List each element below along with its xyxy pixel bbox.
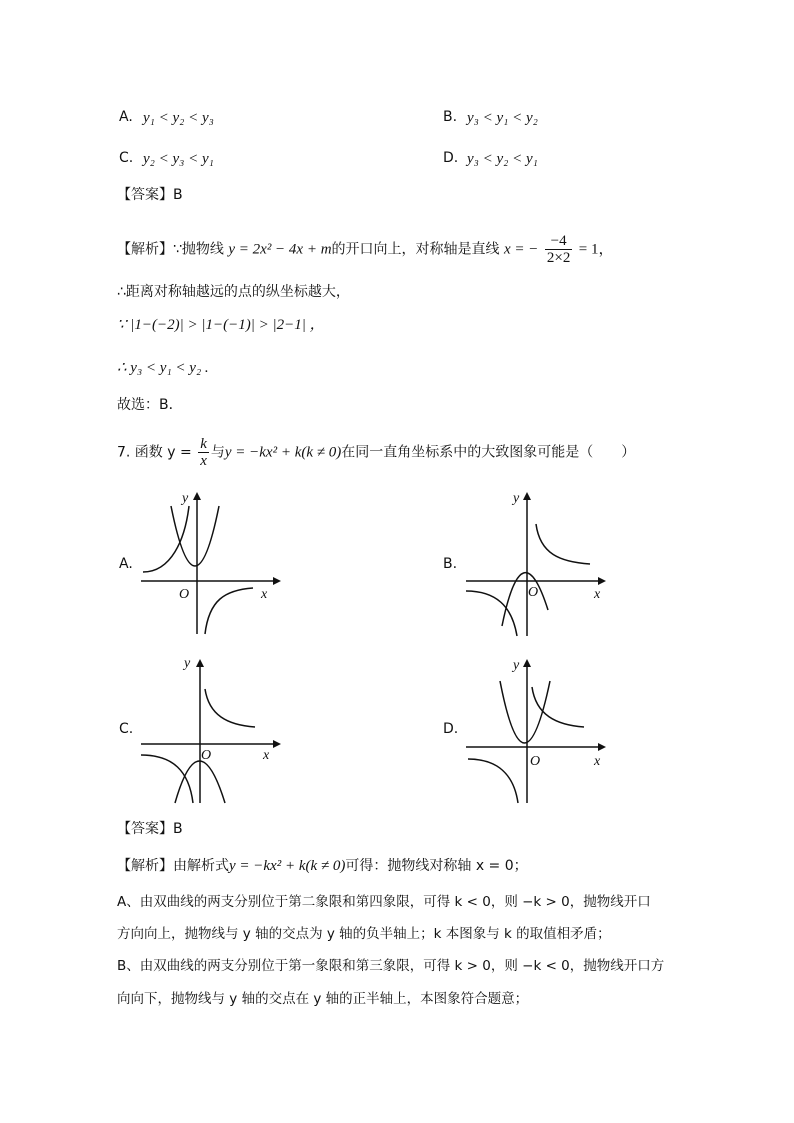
fraction-numerator: −4 (545, 233, 572, 250)
axis-fraction (545, 233, 572, 266)
origin-label: O (530, 754, 541, 769)
analysis-text: 的开口向上，对称轴是直线 (331, 241, 500, 258)
stem-prefix: 7. 函数 y = (117, 444, 192, 461)
graph-d (462, 655, 612, 805)
q6-analysis-line-2: ∴距离对称轴越远的点的纵坐标越大， (117, 284, 350, 300)
hyperbola-branch-lower (205, 588, 253, 634)
answer-tag: 【答案】 (117, 187, 173, 203)
analysis-tag: 【解析】 (117, 241, 173, 258)
q7-stem (117, 436, 635, 469)
q7-analysis-line-1 (117, 857, 528, 875)
answer-tag: 【答案】 (117, 821, 173, 837)
answer-value: B (173, 187, 183, 203)
stem-equation: y = −kx² + k(k ≠ 0) (224, 444, 342, 461)
q6-analysis-line-5: 故选：B． (117, 397, 183, 413)
analysis-tag: 【解析】 (117, 858, 173, 874)
y-axis-label: y (513, 491, 520, 506)
axis-x-expr: x = − (504, 241, 539, 258)
stem-suffix: 在同一直角坐标系中的大致图象可能是（ ） (341, 444, 636, 461)
origin-label: O (179, 587, 190, 602)
option-b-text: y₃ < y₁ < y₂ (467, 110, 538, 126)
q6-answer (117, 186, 183, 204)
graph-a (135, 488, 285, 638)
graph-c-label: C. (119, 721, 134, 737)
y-axis-arrow-icon (196, 659, 204, 667)
q6-analysis-line-3: ∵ |1−(−2)| > |1−(−1)| > |2−1| ， (117, 317, 325, 333)
hyperbola-branch-upper (205, 689, 255, 727)
axis-result: = 1， (578, 241, 614, 258)
graph-a-label: A. (119, 556, 133, 572)
x-axis-arrow-icon (273, 577, 281, 585)
graph-c (135, 655, 285, 805)
option-b-label: B. (443, 109, 458, 125)
q6-analysis-line-4: ∴ y₃ < y₁ < y₂ . (117, 360, 209, 376)
x-axis-arrow-icon (598, 577, 606, 585)
analysis-text: 由解析式 (173, 858, 229, 874)
option-d-label: D. (443, 150, 459, 166)
q7-answer (117, 820, 183, 838)
option-d-text: y₃ < y₂ < y₁ (467, 151, 538, 167)
y-axis-label: y (182, 491, 189, 506)
x-axis-label: x (594, 587, 601, 602)
option-c-text: y₂ < y₃ < y₁ (143, 151, 214, 167)
origin-label: O (201, 748, 212, 763)
x-axis-arrow-icon (273, 740, 281, 748)
analysis-text: ∵抛物线 (173, 241, 224, 258)
graph-d-label: D. (443, 721, 459, 737)
q7-analysis-line-5: 向向下，抛物线与 y 轴的交点在 y 轴的正半轴上，本图象符合题意； (117, 991, 529, 1007)
stem-middle: 与 (210, 444, 225, 461)
analysis-equation: y = −kx² + k(k ≠ 0) (229, 858, 346, 874)
y-axis-label: y (184, 656, 191, 671)
x-axis-arrow-icon (598, 743, 606, 751)
y-axis-arrow-icon (523, 659, 531, 667)
hyperbola-branch-upper (143, 506, 189, 572)
option-c-label: C. (119, 150, 134, 166)
option-a-label: A. (119, 109, 133, 125)
hyperbola-branch-lower (141, 755, 193, 803)
q6-analysis-line-1 (117, 233, 614, 266)
answer-value: B (173, 821, 183, 837)
y-axis-arrow-icon (523, 492, 531, 500)
parabola-equation: y = 2x² − 4x + m (228, 241, 332, 258)
q7-analysis-line-2: A、由双曲线的两支分别位于第二象限和第四象限，可得 k < 0，则 −k > 0，抛物线开口 (117, 894, 651, 910)
y-axis-arrow-icon (193, 492, 201, 500)
graph-b (462, 488, 612, 638)
x-axis-label: x (594, 754, 601, 769)
fraction-numerator: k (200, 436, 207, 452)
hyperbola-branch-upper (536, 524, 590, 564)
x-axis-label: x (263, 748, 270, 763)
fraction-denominator: 2×2 (546, 250, 571, 266)
q7-analysis-line-3: 方向向上，抛物线与 y 轴的交点为 y 轴的负半轴上；k 本图象与 k 的取值相矛盾； (117, 926, 611, 942)
hyperbola-branch-lower (468, 759, 518, 803)
analysis-text: 可得：抛物线对称轴 x = 0； (345, 858, 528, 874)
origin-label: O (528, 585, 539, 600)
y-axis-label: y (513, 658, 520, 673)
parabola-curve (171, 506, 219, 566)
stem-fraction (198, 436, 209, 469)
option-a-text: y₁ < y₂ < y₃ (143, 110, 214, 126)
x-axis-label: x (261, 587, 268, 602)
fraction-denominator: x (200, 453, 207, 469)
graph-b-label: B. (443, 556, 458, 572)
q7-analysis-line-4: B、由双曲线的两支分别位于第一象限和第三象限，可得 k > 0，则 −k < 0，抛物线开口方 (117, 958, 665, 974)
